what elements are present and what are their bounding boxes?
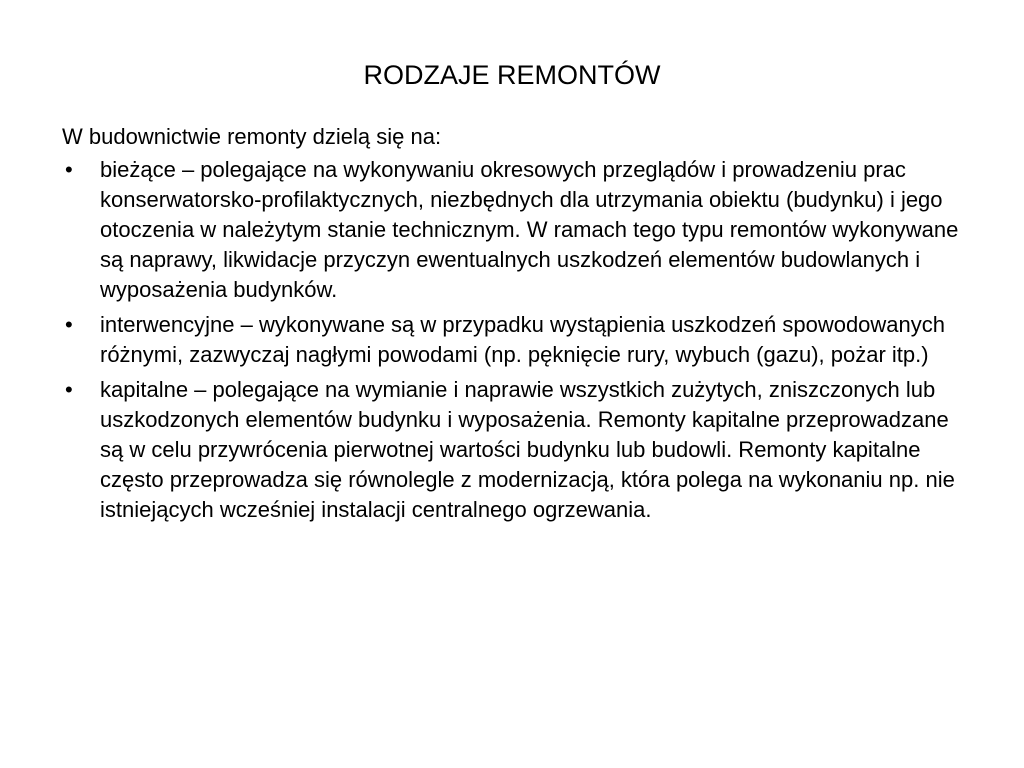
bullet-item-biezace	[62, 155, 962, 305]
slide-title: RODZAJE REMONTÓW	[363, 60, 661, 90]
bullet-icon: •	[65, 312, 73, 337]
bullet-text: kapitalne – polegające na wymianie i naprawie wszystkich zużytych, zniszczonych lub uszkodzonych elementów budynku i wyposażenia. Remonty kapitalne przeprowadzane są w celu przywrócenia pierwotnej wartości budynku lub budowli. Remonty kapitalne często przeprowadza się równolegle z modernizacją, która polega na wykonaniu np. nie istniejących wcześniej instalacji centralnego ogrzewania.	[100, 377, 955, 522]
bullet-item-interwencyjne	[62, 310, 962, 370]
bullet-icon: •	[65, 157, 73, 182]
intro-text: W budownictwie remonty dzielą się na:	[62, 124, 442, 149]
bullet-list	[62, 155, 962, 525]
bullet-text: interwencyjne – wykonywane są w przypadku wystąpienia uszkodzeń spowodowanych różnymi, zazwyczaj nagłymi powodami (np. pęknięcie rury, wybuch (gazu), pożar itp.)	[100, 312, 946, 367]
slide-content	[62, 122, 962, 530]
bullet-icon: •	[65, 377, 73, 402]
bullet-text: bieżące – polegające na wykonywaniu okresowych przeglądów i prowadzeniu prac konserwatorsko-profilaktycznych, niezbędnych dla utrzymania obiektu (budynku) i jego otoczenia w należytym stanie technicznym. W ramach tego typu remontów wykonywane są naprawy, likwidacje przyczyn ewentualnych uszkodzeń elementów budowlanych i wyposażenia budynków.	[100, 157, 959, 302]
bullet-item-kapitalne	[62, 375, 962, 525]
